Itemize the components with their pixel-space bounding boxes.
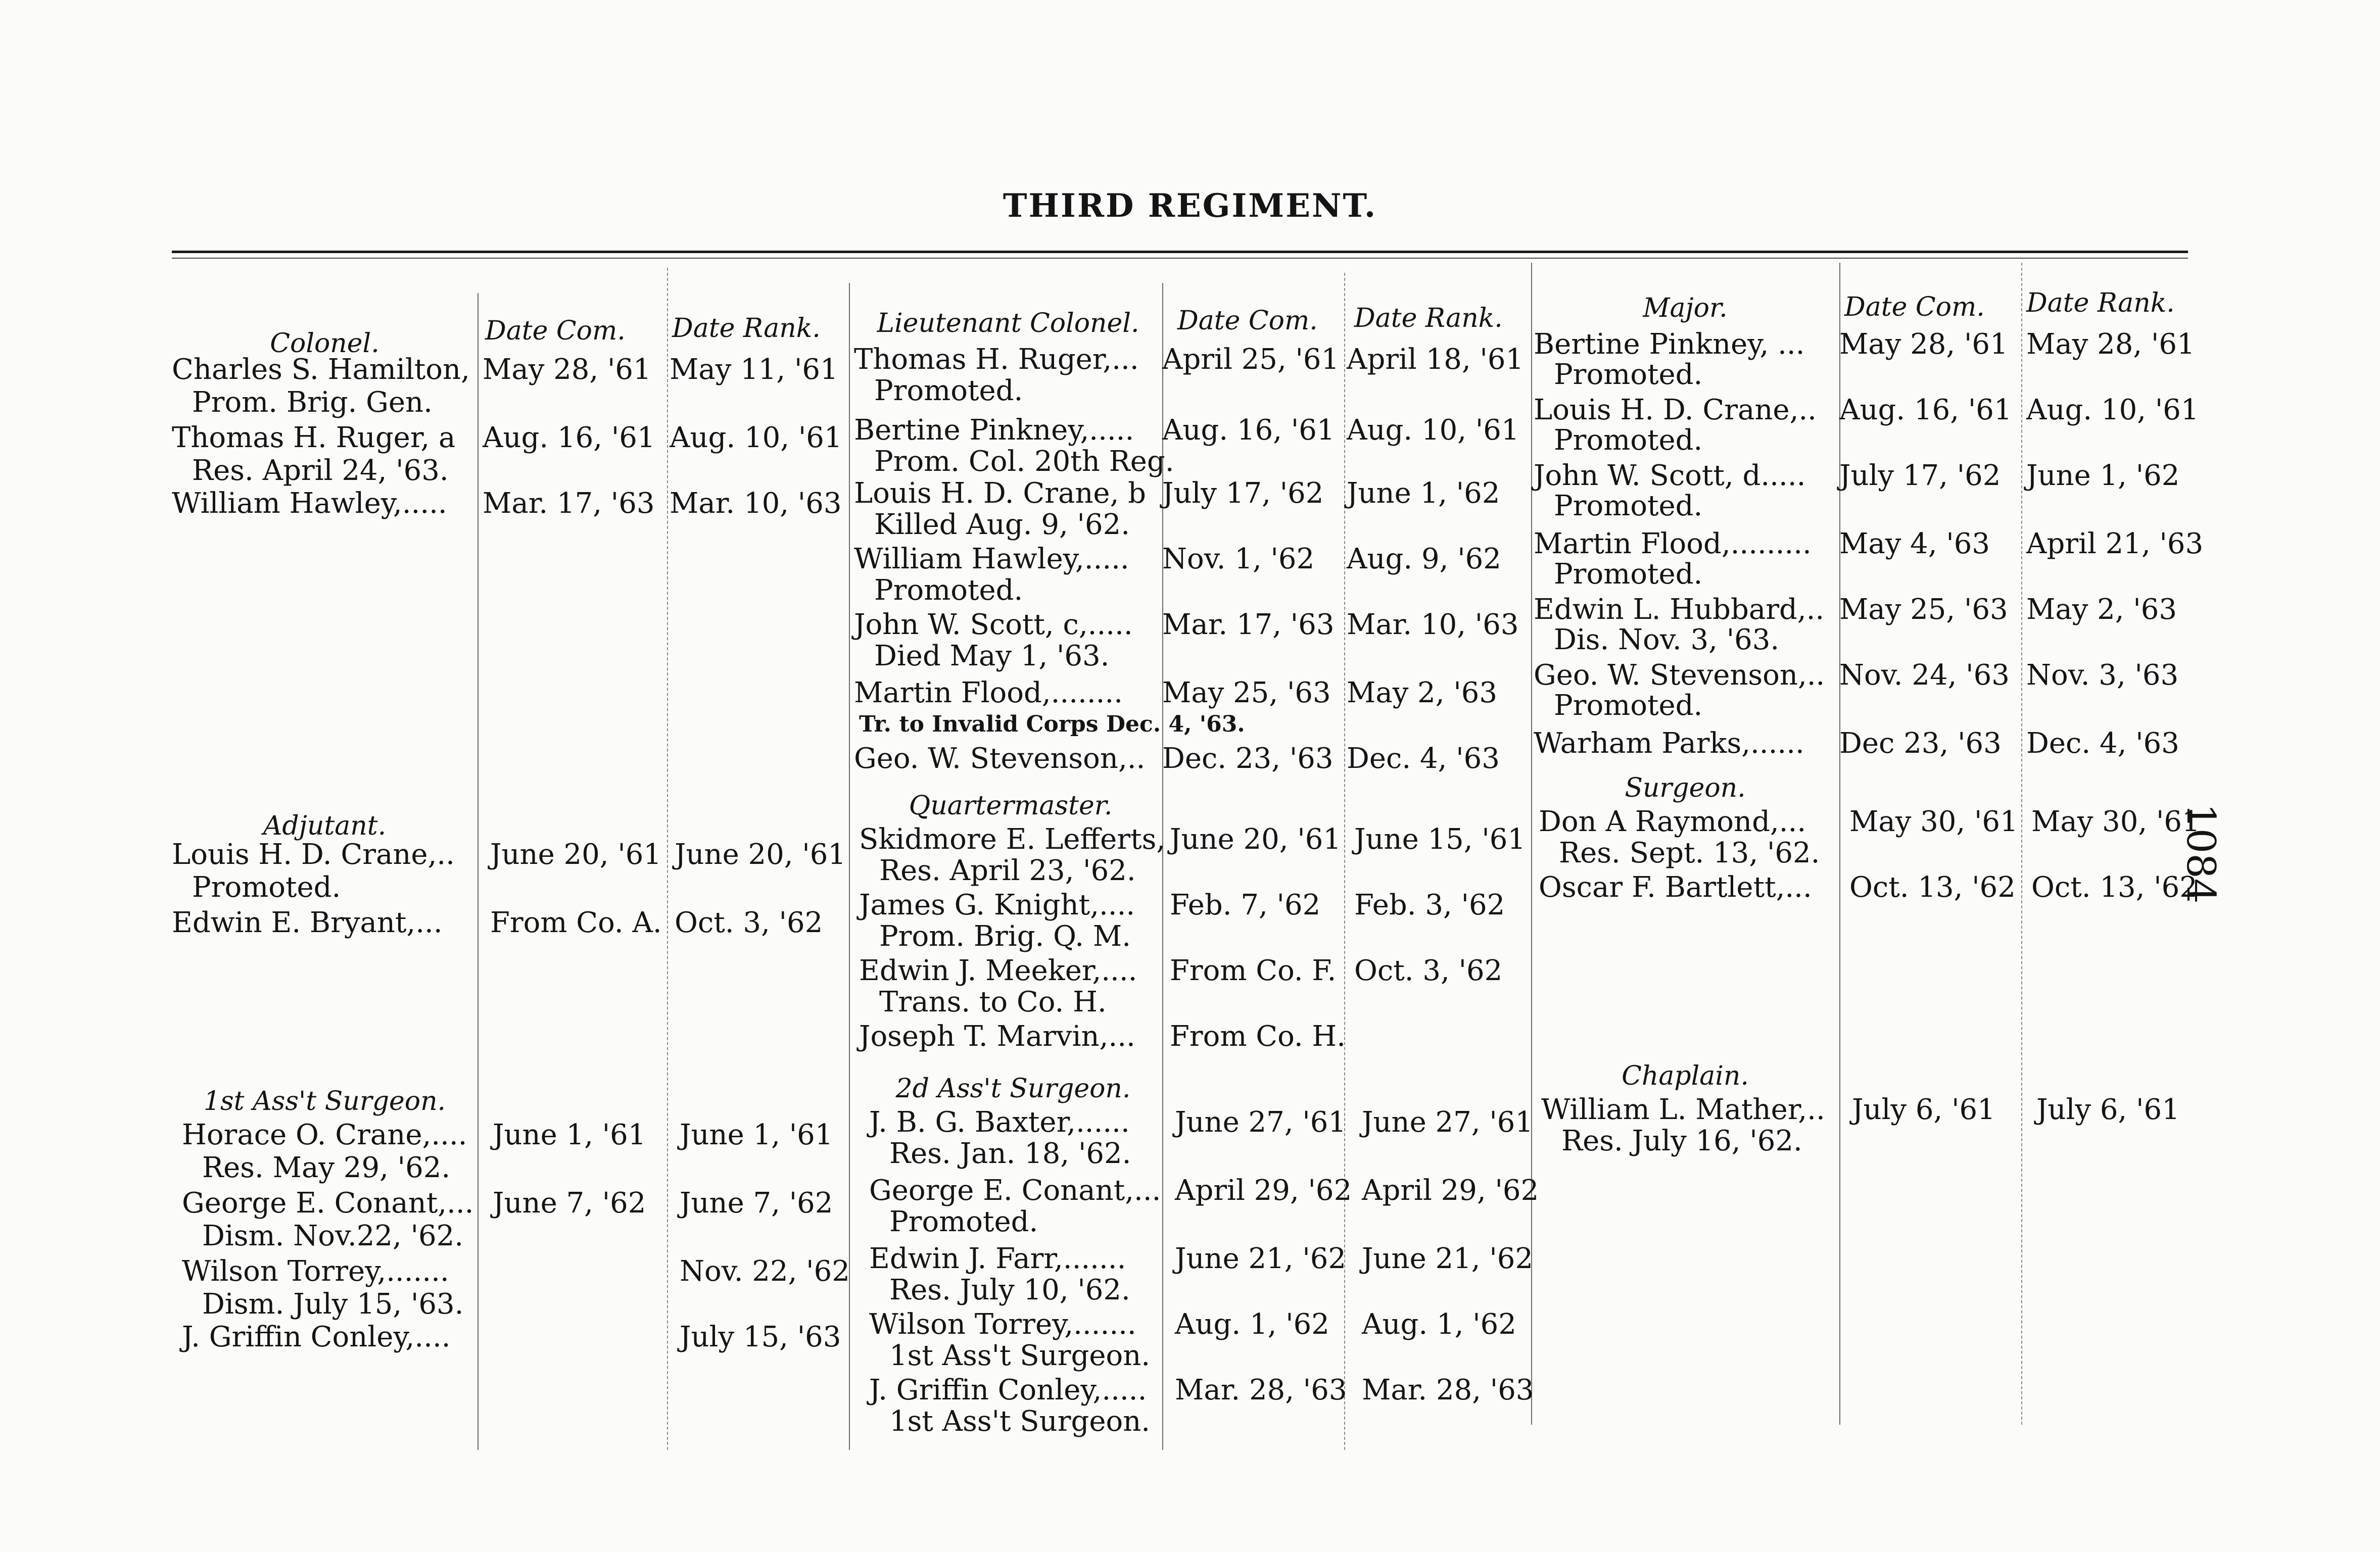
date-commissioned: Nov. 24, '63 <box>1839 659 2010 692</box>
officer-note: Promoted. <box>1554 490 1703 522</box>
officer-note: Prom. Brig. Gen. <box>192 386 433 419</box>
officer-name: Wilson Torrey,....... <box>182 1255 449 1288</box>
header-date-rank: Date Rank. <box>2026 288 2175 318</box>
date-of-rank: May 30, '61 <box>2031 805 2200 838</box>
date-of-rank: May 11, '61 <box>670 353 838 386</box>
officer-name: Thomas H. Ruger, a <box>172 421 456 454</box>
officer-name: James G. Knight,.... <box>859 889 1135 922</box>
date-commissioned: May 25, '63 <box>1162 676 1331 709</box>
section-heading: 1st Ass't Surgeon. <box>203 1086 446 1117</box>
officer-name: Joseph T. Marvin,... <box>859 1020 1135 1053</box>
officer-name: William Hawley,..... <box>854 543 1129 575</box>
officer-name: Louis H. D. Crane,.. <box>172 838 455 871</box>
officer-name: Louis H. D. Crane,.. <box>1534 394 1817 426</box>
section-heading: Lieutenant Colonel. <box>877 308 1139 338</box>
date-of-rank: Mar. 10, '63 <box>1347 608 1519 641</box>
date-of-rank: April 21, '63 <box>2026 527 2204 560</box>
date-of-rank: Aug. 10, '61 <box>670 421 842 454</box>
date-commissioned: April 29, '62 <box>1175 1174 1352 1207</box>
date-of-rank: Oct. 3, '62 <box>675 906 823 939</box>
officer-name: Edwin J. Meeker,.... <box>859 954 1137 987</box>
officer-name: J. B. G. Baxter,...... <box>869 1106 1130 1139</box>
date-of-rank: Mar. 28, '63 <box>1362 1374 1534 1406</box>
section-heading: 2d Ass't Surgeon. <box>895 1074 1131 1104</box>
header-date-com: Date Com. <box>485 316 626 346</box>
date-commissioned: Aug. 1, '62 <box>1175 1308 1329 1341</box>
date-of-rank: Oct. 13, '62 <box>2031 871 2198 904</box>
date-of-rank: Mar. 10, '63 <box>670 487 842 520</box>
date-of-rank: June 7, '62 <box>680 1187 833 1220</box>
date-of-rank: June 1, '61 <box>680 1119 833 1151</box>
officer-name: Martin Flood,........ <box>854 676 1123 709</box>
date-of-rank: June 20, '61 <box>675 838 846 871</box>
date-of-rank: Aug. 10, '61 <box>1347 414 1519 447</box>
date-commissioned: June 27, '61 <box>1175 1106 1347 1139</box>
officer-name: William L. Mather,.. <box>1541 1093 1825 1126</box>
date-commissioned: June 20, '61 <box>1170 823 1342 856</box>
date-commissioned: Feb. 7, '62 <box>1170 889 1321 922</box>
officer-name: Warham Parks,...... <box>1534 727 1804 760</box>
officer-note: Tr. to Invalid Corps Dec. 4, '63. <box>859 711 1245 737</box>
header-rule <box>172 258 2188 259</box>
officer-name: George E. Conant,... <box>182 1187 474 1220</box>
date-of-rank: June 15, '61 <box>1354 823 1526 856</box>
page-number: 1084 <box>2178 803 2223 904</box>
header-date-rank: Date Rank. <box>672 313 821 344</box>
section-heading: Surgeon. <box>1625 773 1746 803</box>
officer-note: Promoted. <box>874 574 1023 607</box>
date-commissioned: Mar. 17, '63 <box>483 487 655 520</box>
officer-note: Trans. to Co. H. <box>879 986 1107 1019</box>
top-rule <box>172 251 2188 253</box>
officer-name: Geo. W. Stevenson,.. <box>1534 659 1825 692</box>
date-of-rank: Dec. 4, '63 <box>2026 727 2179 760</box>
date-of-rank: June 1, '62 <box>2026 459 2180 492</box>
header-date-com: Date Com. <box>1177 306 1318 336</box>
officer-note: Dism. July 15, '63. <box>202 1288 464 1321</box>
date-of-rank: Aug. 1, '62 <box>1362 1308 1516 1341</box>
date-of-rank: July 15, '63 <box>680 1321 841 1353</box>
date-commissioned: May 28, '61 <box>1839 328 2008 361</box>
officer-name: Don A Raymond,... <box>1539 805 1806 838</box>
section-heading: Adjutant. <box>263 811 387 841</box>
date-of-rank: June 27, '61 <box>1362 1106 1534 1139</box>
officer-note: Promoted. <box>1554 358 1703 391</box>
officer-name: Wilson Torrey,....... <box>869 1308 1136 1341</box>
date-commissioned: May 4, '63 <box>1839 527 1990 560</box>
officer-note: Promoted. <box>1554 424 1703 457</box>
officer-note: Res. April 23, '62. <box>879 854 1136 887</box>
date-commissioned: May 28, '61 <box>483 353 651 386</box>
officer-name: Skidmore E. Lefferts, <box>859 823 1166 856</box>
date-of-rank: June 1, '62 <box>1347 477 1500 510</box>
officer-name: Edwin J. Farr,....... <box>869 1242 1126 1275</box>
date-commissioned: Oct. 13, '62 <box>1849 871 2016 904</box>
officer-note: Prom. Col. 20th Reg. <box>874 445 1174 478</box>
date-of-rank: May 2, '63 <box>2026 593 2177 626</box>
date-commissioned: From Co. H. <box>1170 1020 1346 1053</box>
officer-name: John W. Scott, d..... <box>1534 459 1806 492</box>
date-commissioned: Aug. 16, '61 <box>1162 414 1335 447</box>
date-commissioned: Nov. 1, '62 <box>1162 543 1315 575</box>
date-commissioned: July 6, '61 <box>1852 1093 1995 1126</box>
officer-note: Dis. Nov. 3, '63. <box>1554 623 1780 656</box>
date-commissioned: From Co. F. <box>1170 954 1337 987</box>
date-of-rank: May 28, '61 <box>2026 328 2195 361</box>
officer-note: Res. Jan. 18, '62. <box>889 1137 1131 1170</box>
officer-note: Res. April 24, '63. <box>192 454 449 487</box>
section-heading: Chaplain. <box>1622 1061 1749 1091</box>
date-commissioned: Mar. 17, '63 <box>1162 608 1335 641</box>
section-heading: Major. <box>1643 293 1728 323</box>
date-of-rank: Feb. 3, '62 <box>1354 889 1505 922</box>
officer-name: Horace O. Crane,.... <box>182 1119 467 1151</box>
header-date-rank: Date Rank. <box>1354 303 1503 333</box>
officer-name: Thomas H. Ruger,... <box>854 343 1139 376</box>
header-date-com: Date Com. <box>1844 292 1985 322</box>
date-commissioned: June 7, '62 <box>493 1187 646 1220</box>
officer-note: Promoted. <box>874 374 1023 407</box>
date-of-rank: April 29, '62 <box>1362 1174 1539 1207</box>
officer-name: J. Griffin Conley,.... <box>182 1321 451 1353</box>
page-title: THIRD REGIMENT. <box>1003 187 1377 225</box>
officer-note: Promoted. <box>889 1205 1038 1238</box>
date-commissioned: Mar. 28, '63 <box>1175 1374 1347 1406</box>
date-commissioned: May 30, '61 <box>1849 805 2018 838</box>
date-commissioned: July 17, '62 <box>1162 477 1324 510</box>
officer-note: Dism. Nov.22, '62. <box>202 1220 464 1252</box>
date-commissioned: Aug. 16, '61 <box>1839 394 2012 426</box>
date-commissioned: June 20, '61 <box>490 838 662 871</box>
date-of-rank: May 2, '63 <box>1347 676 1498 709</box>
column-divider <box>2021 263 2022 1425</box>
officer-note: Res. Sept. 13, '62. <box>1559 837 1820 869</box>
date-of-rank: Dec. 4, '63 <box>1347 742 1500 775</box>
section-heading: Quartermaster. <box>909 791 1113 821</box>
officer-name: William Hawley,..... <box>172 487 447 520</box>
officer-name: Geo. W. Stevenson,.. <box>854 742 1146 775</box>
date-commissioned: July 17, '62 <box>1839 459 2001 492</box>
date-commissioned: Dec. 23, '63 <box>1162 742 1334 775</box>
officer-note: Prom. Brig. Q. M. <box>879 920 1131 953</box>
officer-name: J. Griffin Conley,..... <box>869 1374 1147 1406</box>
officer-note: 1st Ass't Surgeon. <box>889 1339 1151 1372</box>
officer-note: Promoted. <box>192 871 341 904</box>
officer-note: Res. July 10, '62. <box>889 1274 1130 1306</box>
date-commissioned: From Co. A. <box>490 906 662 939</box>
officer-note: Promoted. <box>1554 558 1703 591</box>
date-commissioned: April 25, '61 <box>1162 343 1340 376</box>
section-heading: Colonel. <box>270 328 379 359</box>
date-commissioned: June 1, '61 <box>493 1119 646 1151</box>
date-commissioned: May 25, '63 <box>1839 593 2008 626</box>
officer-name: Edwin L. Hubbard,.. <box>1534 593 1825 626</box>
date-of-rank: April 18, '61 <box>1347 343 1524 376</box>
officer-name: Edwin E. Bryant,... <box>172 906 443 939</box>
date-of-rank: Nov. 3, '63 <box>2026 659 2179 692</box>
officer-note: Res. July 16, '62. <box>1561 1125 1802 1157</box>
officer-note: Res. May 29, '62. <box>202 1151 451 1184</box>
officer-name: John W. Scott, c,..... <box>854 608 1133 641</box>
date-of-rank: June 21, '62 <box>1362 1242 1534 1275</box>
date-of-rank: Aug. 10, '61 <box>2026 394 2199 426</box>
officer-name: Martin Flood,......... <box>1534 527 1812 560</box>
date-of-rank: July 6, '61 <box>2036 1093 2180 1126</box>
officer-name: Charles S. Hamilton, <box>172 353 470 386</box>
column-divider <box>1839 263 1840 1425</box>
officer-note: 1st Ass't Surgeon. <box>889 1405 1151 1438</box>
officer-name: Louis H. D. Crane, b <box>854 477 1147 510</box>
column-divider <box>667 268 668 1450</box>
date-commissioned: Dec 23, '63 <box>1839 727 2002 760</box>
date-commissioned: June 21, '62 <box>1175 1242 1347 1275</box>
officer-name: Oscar F. Bartlett,... <box>1539 871 1812 904</box>
officer-note: Promoted. <box>1554 689 1703 722</box>
officer-name: Bertine Pinkney, ... <box>1534 328 1805 361</box>
officer-note: Killed Aug. 9, '62. <box>874 508 1130 541</box>
date-of-rank: Oct. 3, '62 <box>1354 954 1503 987</box>
officer-name: George E. Conant,... <box>869 1174 1161 1207</box>
date-commissioned: Aug. 16, '61 <box>483 421 655 454</box>
officer-name: Bertine Pinkney,..... <box>854 414 1134 447</box>
date-of-rank: Nov. 22, '62 <box>680 1255 850 1288</box>
date-of-rank: Aug. 9, '62 <box>1347 543 1501 575</box>
officer-note: Died May 1, '63. <box>874 640 1110 672</box>
column-divider <box>478 293 479 1450</box>
